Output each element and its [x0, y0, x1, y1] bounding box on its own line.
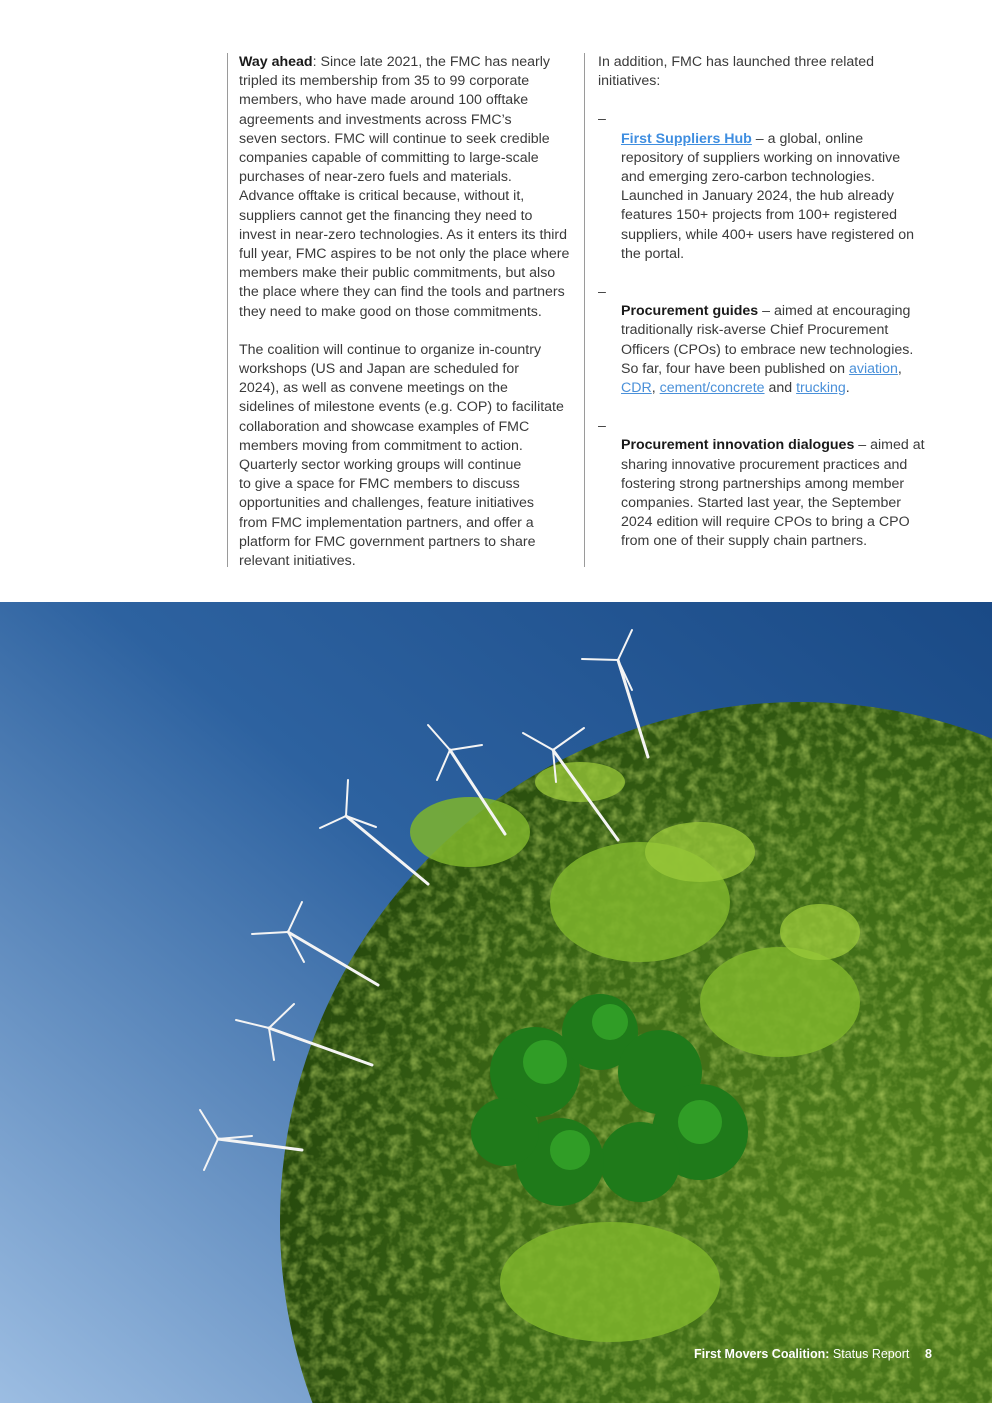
- bullet-dash: –: [598, 111, 606, 128]
- trucking-link[interactable]: trucking: [796, 380, 846, 397]
- suppliers-hub-text: – a global, online repository of suppliers working on innovative and emerging zero-carbon technologies. Launched in January 2024, the hub already features 150+ projects from 100+ registered suppliers, while 400+ users have registered on the portal.: [621, 130, 914, 262]
- left-text-column: [227, 53, 585, 570]
- procurement-guides-heading: Procurement guides: [621, 303, 759, 320]
- list-item-suppliers-hub: [598, 110, 934, 264]
- innovation-dialogues-heading: Procurement innovation dialogues: [621, 437, 855, 454]
- bullet-dash: –: [598, 418, 606, 435]
- separator: ,: [651, 380, 660, 397]
- bullet-dash: –: [598, 284, 606, 301]
- right-text-column: [598, 53, 934, 552]
- coalition-paragraph: The coalition will continue to organize in-country workshops (US and Japan are scheduled for 2024), as well as convene meetings on the sidelines of milestone events (e.g. COP) to facilitate collaboration and showcase examples of FMC members moving from commitment to action. Quarterly sector working groups will continue to give a space for FMC members to discuss opportunities and challenges, feature initiatives from FMC implementation partners, and offer a platform for FMC government partners to share relevant initiatives.: [239, 341, 564, 570]
- footer-title-bold: First Movers Coalition:: [694, 1347, 830, 1361]
- page-footer: [694, 1347, 932, 1361]
- separator: and: [764, 380, 797, 397]
- list-item-procurement-guides: [598, 283, 934, 398]
- way-ahead-text: : Since late 2021, the FMC has nearly tripled its membership from 35 to 99 corporate members, who have made around 100 offtake agreements and investments across FMC’s seven sectors. FMC will continue to seek credible companies capable of committing to large-scale purchases of near-zero fuels and materials. Advance offtake is critical because, without it, suppliers cannot get the financing they need to invest in near-zero technologies. As it enters its third full year, FMC aspires to be not only the place where members make their public commitments, but also the place where they can find the tools and partners they need to make good on those commitments.: [239, 54, 570, 320]
- aviation-link[interactable]: aviation: [848, 360, 898, 377]
- way-ahead-paragraph: [239, 53, 576, 322]
- separator: .: [845, 380, 850, 397]
- cdr-link[interactable]: CDR: [621, 380, 652, 397]
- initiatives-intro: In addition, FMC has launched three related initiatives:: [598, 54, 875, 90]
- procurement-guides-text: – aimed at encouraging traditionally risk-averse Chief Procurement Officers (CPOs) to embrace new technologies. So far, four have been published on: [621, 303, 914, 377]
- moss-globe-wind-turbines-image: [0, 602, 992, 1403]
- way-ahead-heading: Way ahead: [239, 54, 313, 70]
- cement-concrete-link[interactable]: cement/concrete: [659, 380, 765, 397]
- list-item-innovation-dialogues: [598, 417, 934, 551]
- page-number: 8: [925, 1347, 932, 1361]
- innovation-dialogues-text: – aimed at sharing innovative procurement practices and fostering strong partnerships among member companies. Started last year, the September 2024 edition will require CPOs to bring a CPO from one of their supply chain partners.: [621, 437, 925, 550]
- separator: ,: [897, 360, 902, 377]
- first-suppliers-hub-link[interactable]: First Suppliers Hub: [621, 130, 752, 147]
- footer-title-rest: Status Report: [829, 1347, 910, 1361]
